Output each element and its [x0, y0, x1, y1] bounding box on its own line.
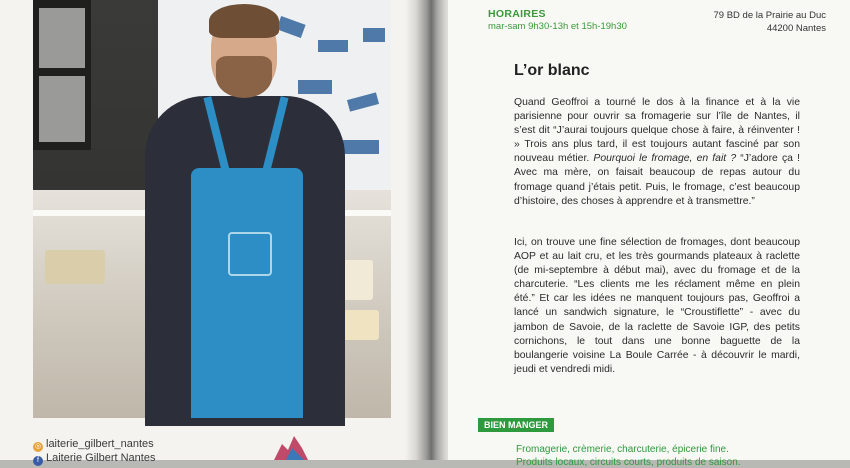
- instagram-icon: ◎: [34, 443, 42, 450]
- hours-label: HORAIRES: [488, 8, 546, 20]
- left-page: [0, 0, 418, 464]
- tags-line-2: Produits locaux, circuits courts, produits de saison.: [516, 457, 741, 468]
- paragraph-intro: Quand Geoffroi a tourné le dos à la finance et à la vie parisienne pour ouvrir sa fromagerie sur l’île de Nantes, il s’est dit “J’aurai toujours quelque chose à faire, à réinventer ! » Trois ans plus tard, il est toujours autant fasciné par son nouveau métier. Pourquoi le fromage, en fait ? “J’adore ça ! Avec ma mère, on faisait beaucoup de repas autour du fromage quand j’étais petit. Puis, le fromage, c’est beaucoup d’histoire, des choses à apprendre et à transmettre.”: [514, 97, 801, 207]
- apron: [191, 168, 303, 418]
- facebook-handle[interactable]: f Laiterie Gilbert Nantes: [33, 452, 155, 466]
- laiterie-logo-icon: [268, 430, 312, 460]
- article-title: L’or blanc: [514, 62, 590, 79]
- hours-value: mar-sam 9h30-13h et 15h-19h30: [488, 21, 627, 32]
- address: 79 BD de la Prairie au Duc 44200 Nantes: [713, 10, 826, 34]
- apron-logo-icon: [228, 232, 272, 276]
- instagram-handle[interactable]: ◎ laiterie_gilbert_nantes: [34, 438, 154, 450]
- tags-line: Fromagerie, crèmerie, charcuterie, épicerie fine.: [516, 444, 729, 455]
- shop-window: [33, 0, 91, 150]
- paragraph-selection: Ici, on trouve une fine sélection de fromages, dont beaucoup AOP et au lait cru, et les très gourmands plateaux à raclette (de mi-septembre à début mai), avec du fromage et de la charcuterie. “Les clients me les réclament même en plein été.” Et car les idées ne manquent toujours pas, Geoffroi a lancé un sandwich signature, le “Croustiflette” - avec du jambon de Savoie, de la raclette de Savoie IGP, des petits cornichons, le tout dans une bonne baguette de la boulangerie voisine La Boule Carrée - à découvrir le mardi, jeudi et vendredi midi.: [514, 237, 800, 375]
- right-page: [448, 0, 850, 468]
- cheesemonger-photo: [33, 0, 391, 418]
- facebook-icon: f: [33, 456, 43, 466]
- bien-manger-badge: BIEN MANGER: [478, 418, 554, 432]
